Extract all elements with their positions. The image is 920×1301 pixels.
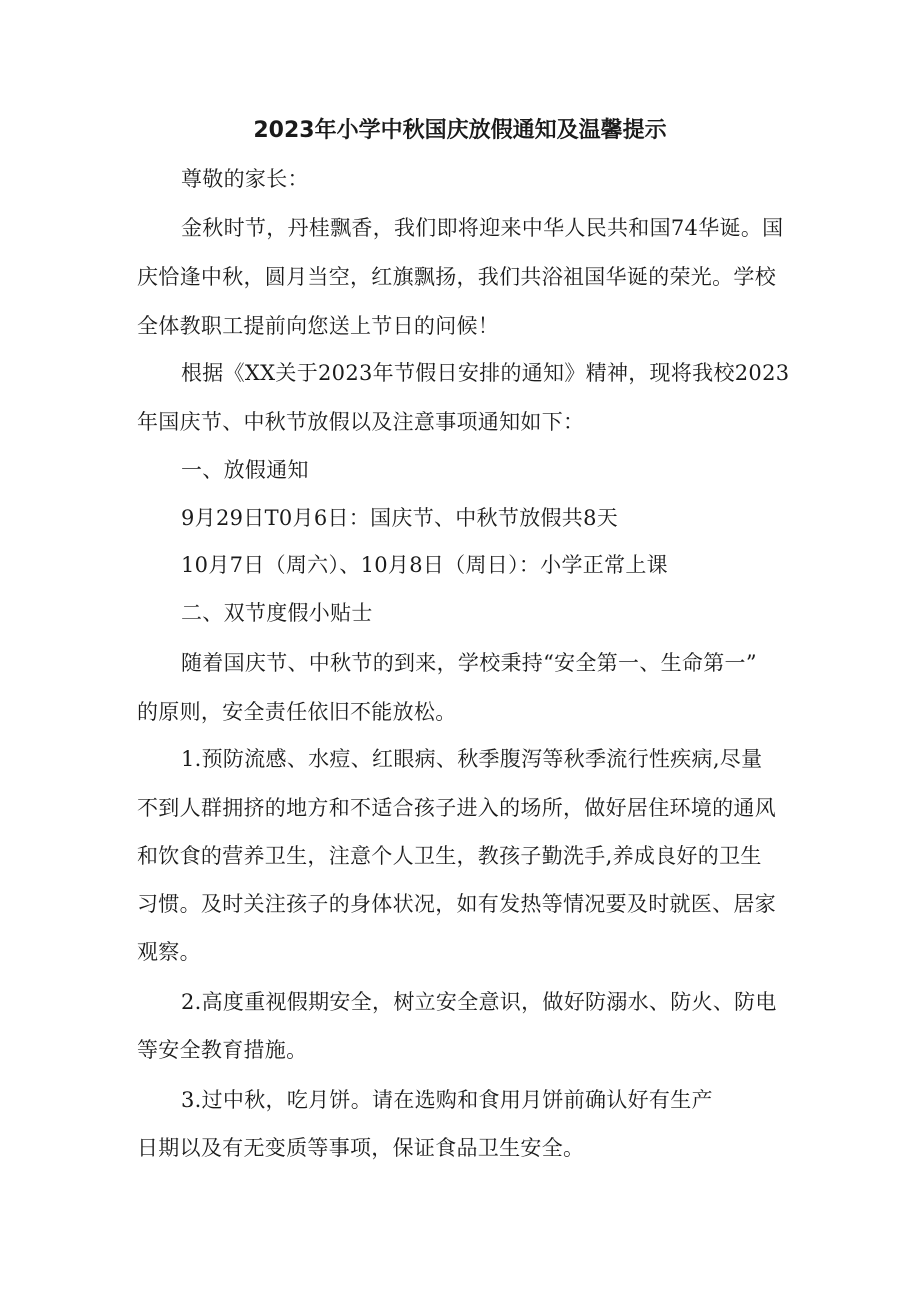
tip-line: 和饮食的营养卫生，注意个人卫生，教孩子勤洗手,养成良好的卫生 <box>137 844 762 868</box>
paragraph-line: 的原则，安全责任依旧不能放松。 <box>137 700 457 724</box>
schedule-line: 9月29日T0月6日：国庆节、中秋节放假共8天 <box>181 506 619 530</box>
tip-line: 习惯。及时关注孩子的身体状况，如有发热等情况要及时就医、居家 <box>137 892 776 916</box>
document-title: 2023年小学中秋国庆放假通知及温馨提示 <box>253 118 667 143</box>
schedule-line: 10月7日（周六）、10月8日（周日）：小学正常上课 <box>181 553 668 577</box>
salutation: 尊敬的家长： <box>181 167 309 191</box>
tip-line: 日期以及有无变质等事项，保证食品卫生安全。 <box>137 1136 585 1160</box>
paragraph-line: 全体教职工提前向您送上节日的问候！ <box>137 314 500 338</box>
paragraph-line: 庆恰逢中秋，圆月当空，红旗飘扬，我们共浴祖国华诞的荣光。学校 <box>137 265 776 289</box>
section-heading-1: 一、放假通知 <box>181 458 309 482</box>
paragraph-line: 随着国庆节、中秋节的到来，学校秉持“安全第一、生命第一” <box>181 651 757 675</box>
paragraph-line: 年国庆节、中秋节放假以及注意事项通知如下： <box>137 410 585 434</box>
tip-line: 2.高度重视假期安全，树立安全意识，做好防溺水、防火、防电 <box>181 990 777 1014</box>
paragraph-line: 根据《XX关于2023年节假日安排的通知》精神，现将我校2023 <box>181 361 790 385</box>
tip-line: 等安全教育措施。 <box>137 1038 308 1062</box>
tip-line: 1.预防流感、水痘、红眼病、秋季腹泻等秋季流行性疾病,尽量 <box>181 747 763 771</box>
tip-line: 不到人群拥挤的地方和不适合孩子进入的场所，做好居住环境的通风 <box>137 796 776 820</box>
tip-line: 观察。 <box>137 940 201 964</box>
section-heading-2: 二、双节度假小贴士 <box>181 601 373 625</box>
paragraph-line: 金秋时节，丹桂飘香，我们即将迎来中华人民共和国74华诞。国 <box>181 216 784 240</box>
tip-line: 3.过中秋，吃月饼。请在选购和食用月饼前确认好有生产 <box>181 1088 713 1112</box>
